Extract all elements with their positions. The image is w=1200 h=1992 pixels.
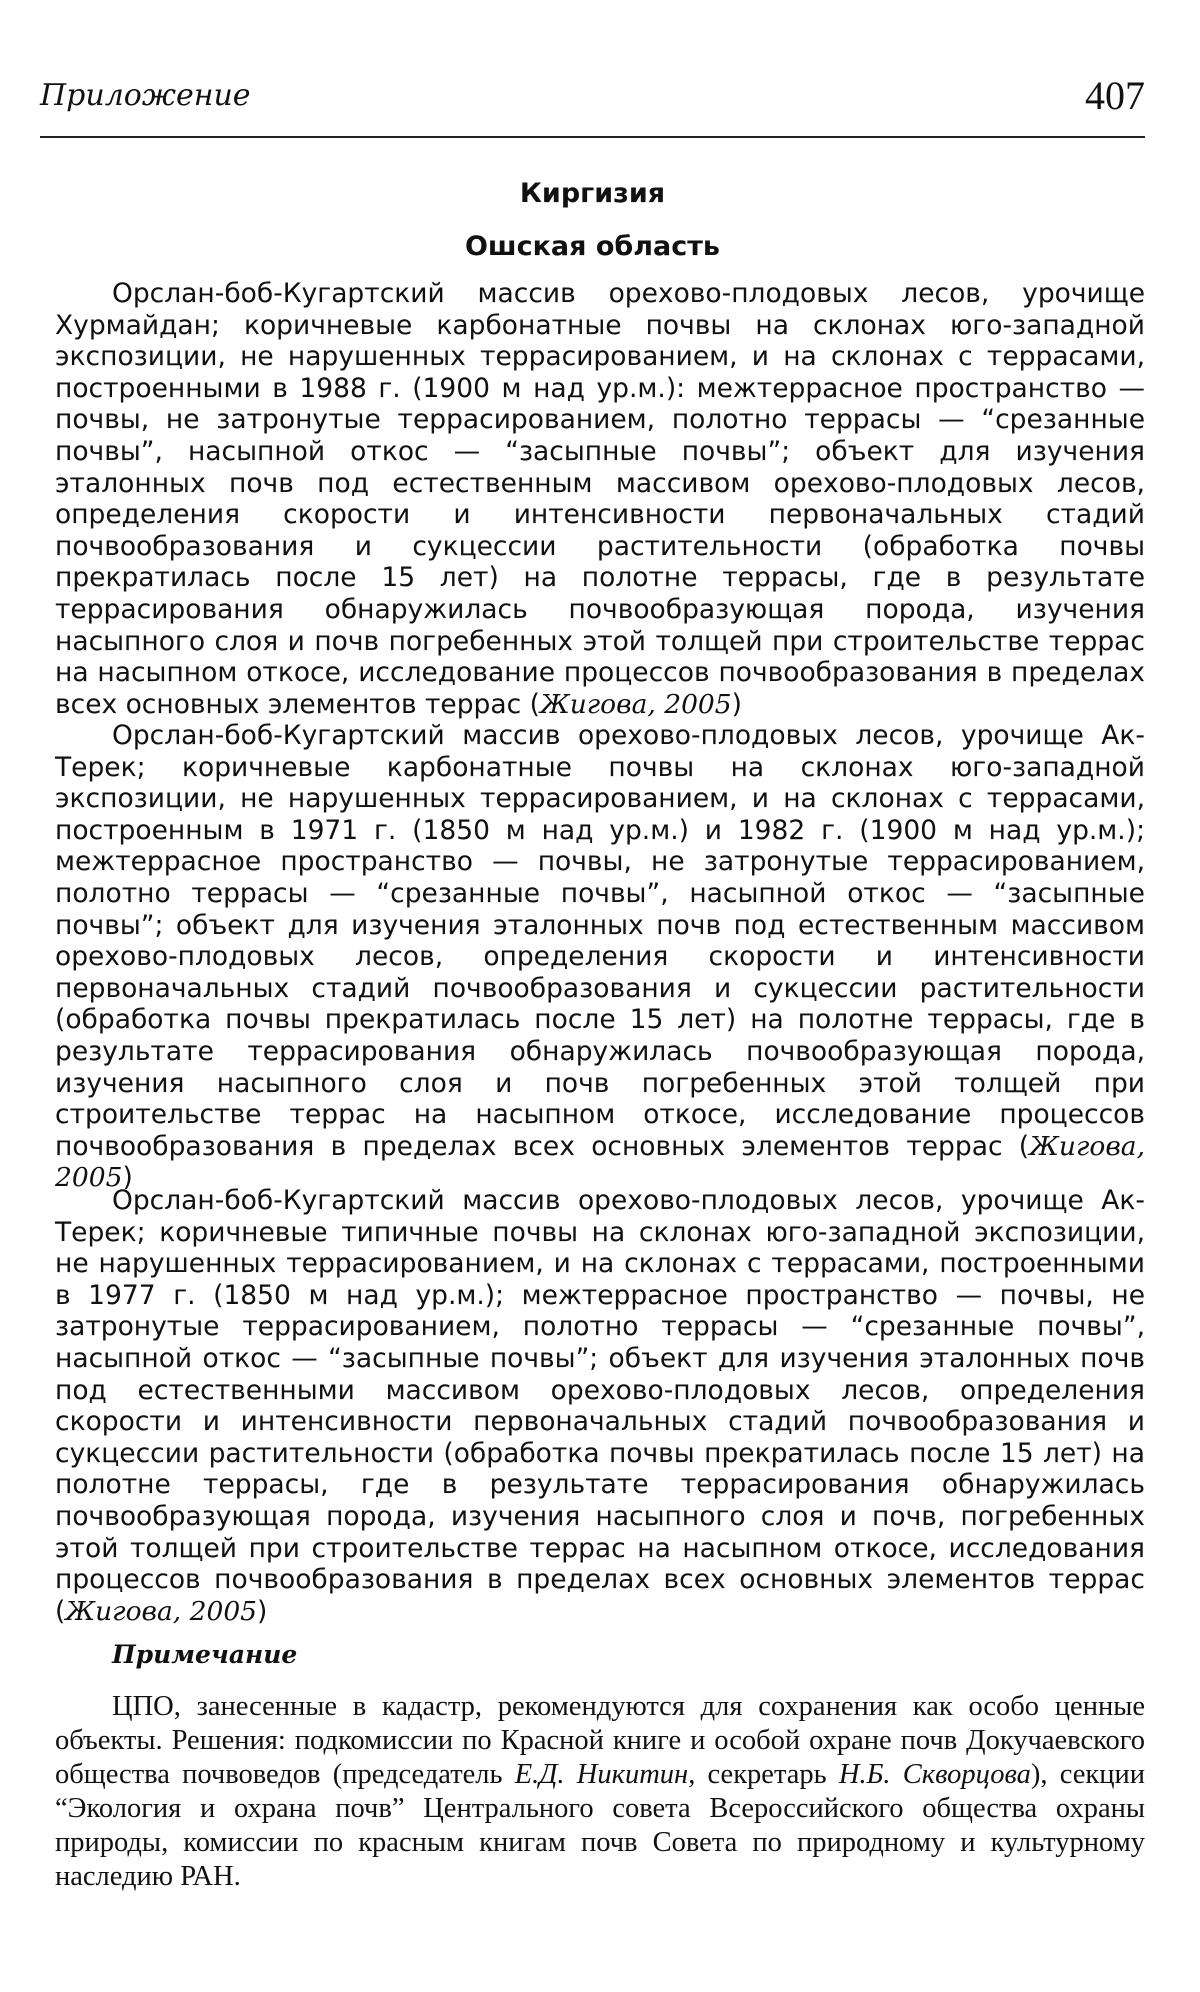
note-chair-name: Е.Д. Никитин — [514, 1759, 689, 1790]
entry-close: ) — [122, 1162, 133, 1194]
note-text-part: ЦПО, занесенные в кадастр, рекомендуются для сохранения как особо ценные объекты. Решения: подкомиссии по Красной книге и особой охране почв Докучаевского общества почвоведов (председатель — [55, 1691, 1145, 1790]
page-number: 407 — [1085, 73, 1145, 118]
note-paragraph — [55, 1690, 1145, 1894]
note-text-part: ), секции “Экология и охрана почв” Центрального совета Всероссийского общества охраны природы, комиссии по красным книгам почв Совета по природному и культурному наследию РАН. — [55, 1759, 1145, 1892]
entry-citation: Жигова, 2005 — [539, 688, 732, 720]
note-title: Примечание — [112, 1640, 298, 1669]
entry-text: Орслан-боб-Кугартский массив орехово-плодовых лесов, урочище Хурмайдан; коричневые карбонатные почвы на склонах юго-западной экспозиции, не нарушенных террасированием, и на склонах с террасами, построенными в 1988 г. (1900 м над ур.м.): межтеррасное пространство — почвы, не затронутые террасированием, полотно террасы — “срезанные почвы”, насыпной откос — “засыпные почвы”; объект для изучения эталонных почв под естественным массивом орехово-плодовых лесов, определения скорости и интенсивности первоначальных стадий почвообразования и сукцессии растительности (обработка почвы прекратилась после 15 лет) на полотне террасы, где в результате террасирования обнаружилась почвообразующая порода, изучения насыпного слоя и почв погребенных этой толщей при строительстве террас на насыпном откосе, исследование процессов почвообразования в пределах всех основных элементов террас ( — [55, 278, 1145, 720]
region-heading: Ошская область — [464, 231, 721, 262]
entry-paragraph — [55, 1185, 1145, 1627]
entry-paragraph — [55, 278, 1145, 720]
country-heading: Киргизия — [519, 178, 666, 209]
entry-close: ) — [731, 688, 742, 720]
entry-citation: Жигова, 2005 — [65, 1595, 258, 1627]
entry-citation: Жигова, 2005 — [55, 1130, 1145, 1194]
entry-paragraph — [55, 720, 1145, 1194]
entry-text: Орслан-боб-Кугартский массив орехово-плодовых лесов, урочище Ак-Терек; коричневые карбонатные почвы на склонах юго-западной экспозиции, не нарушенных террасированием, и на склонах с террасами, построенным в 1971 г. (1850 м над ур.м.) и 1982 г. (1900 м над ур.м.); межтеррасное пространство — почвы, не затронутые террасированием, полотно террасы — “срезанные почвы”, насыпной откос — “засыпные почвы”; объект для изучения эталонных почв под естественным массивом орехово-плодовых лесов, определения скорости и интенсивности первоначальных стадий почвообразования и сукцессии растительности (обработка почвы прекратилась после 15 лет) на полотне террасы, где в результате террасирования обнаружилась почвообразующая порода, изучения насыпного слоя и почв погребенных этой толщей при строительстве террас на насыпном откосе, исследование процессов почвообразования в пределах всех основных элементов террас ( — [55, 720, 1145, 1162]
entry-close: ) — [257, 1595, 268, 1627]
running-header — [40, 58, 1145, 138]
note-text-part: , секретарь — [688, 1759, 839, 1790]
section-name: Приложение — [40, 78, 251, 113]
note-secretary-name: Н.Б. Скворцова — [838, 1759, 1031, 1790]
entry-text: Орслан-боб-Кугартский массив орехово-плодовых лесов, урочище Ак-Терек; коричневые типичные почвы на склонах юго-западной экспозиции, не нарушенных террасированием, и на склонах с террасами, построенными в 1977 г. (1850 м над ур.м.); межтеррасное пространство — почвы, не затронутые террасированием, полотно террасы — “срезанные почвы”, насыпной откос — “засыпные почвы”; объект для изучения эталонных почв под естественными массивом орехово-плодовых лесов, определения скорости и интенсивности первоначальных стадий почвообразования и сукцессии растительности (обработка почвы прекратилась после 15 лет) на полотне террасы, где в результате террасирования обнаружилась почвообразующая порода, изучения насыпного слоя и почв, погребенных этой толщей при строительстве террас на насыпном откосе, исследования процессов почвообразования в пределах всех основных элементов террас ( — [55, 1185, 1145, 1627]
